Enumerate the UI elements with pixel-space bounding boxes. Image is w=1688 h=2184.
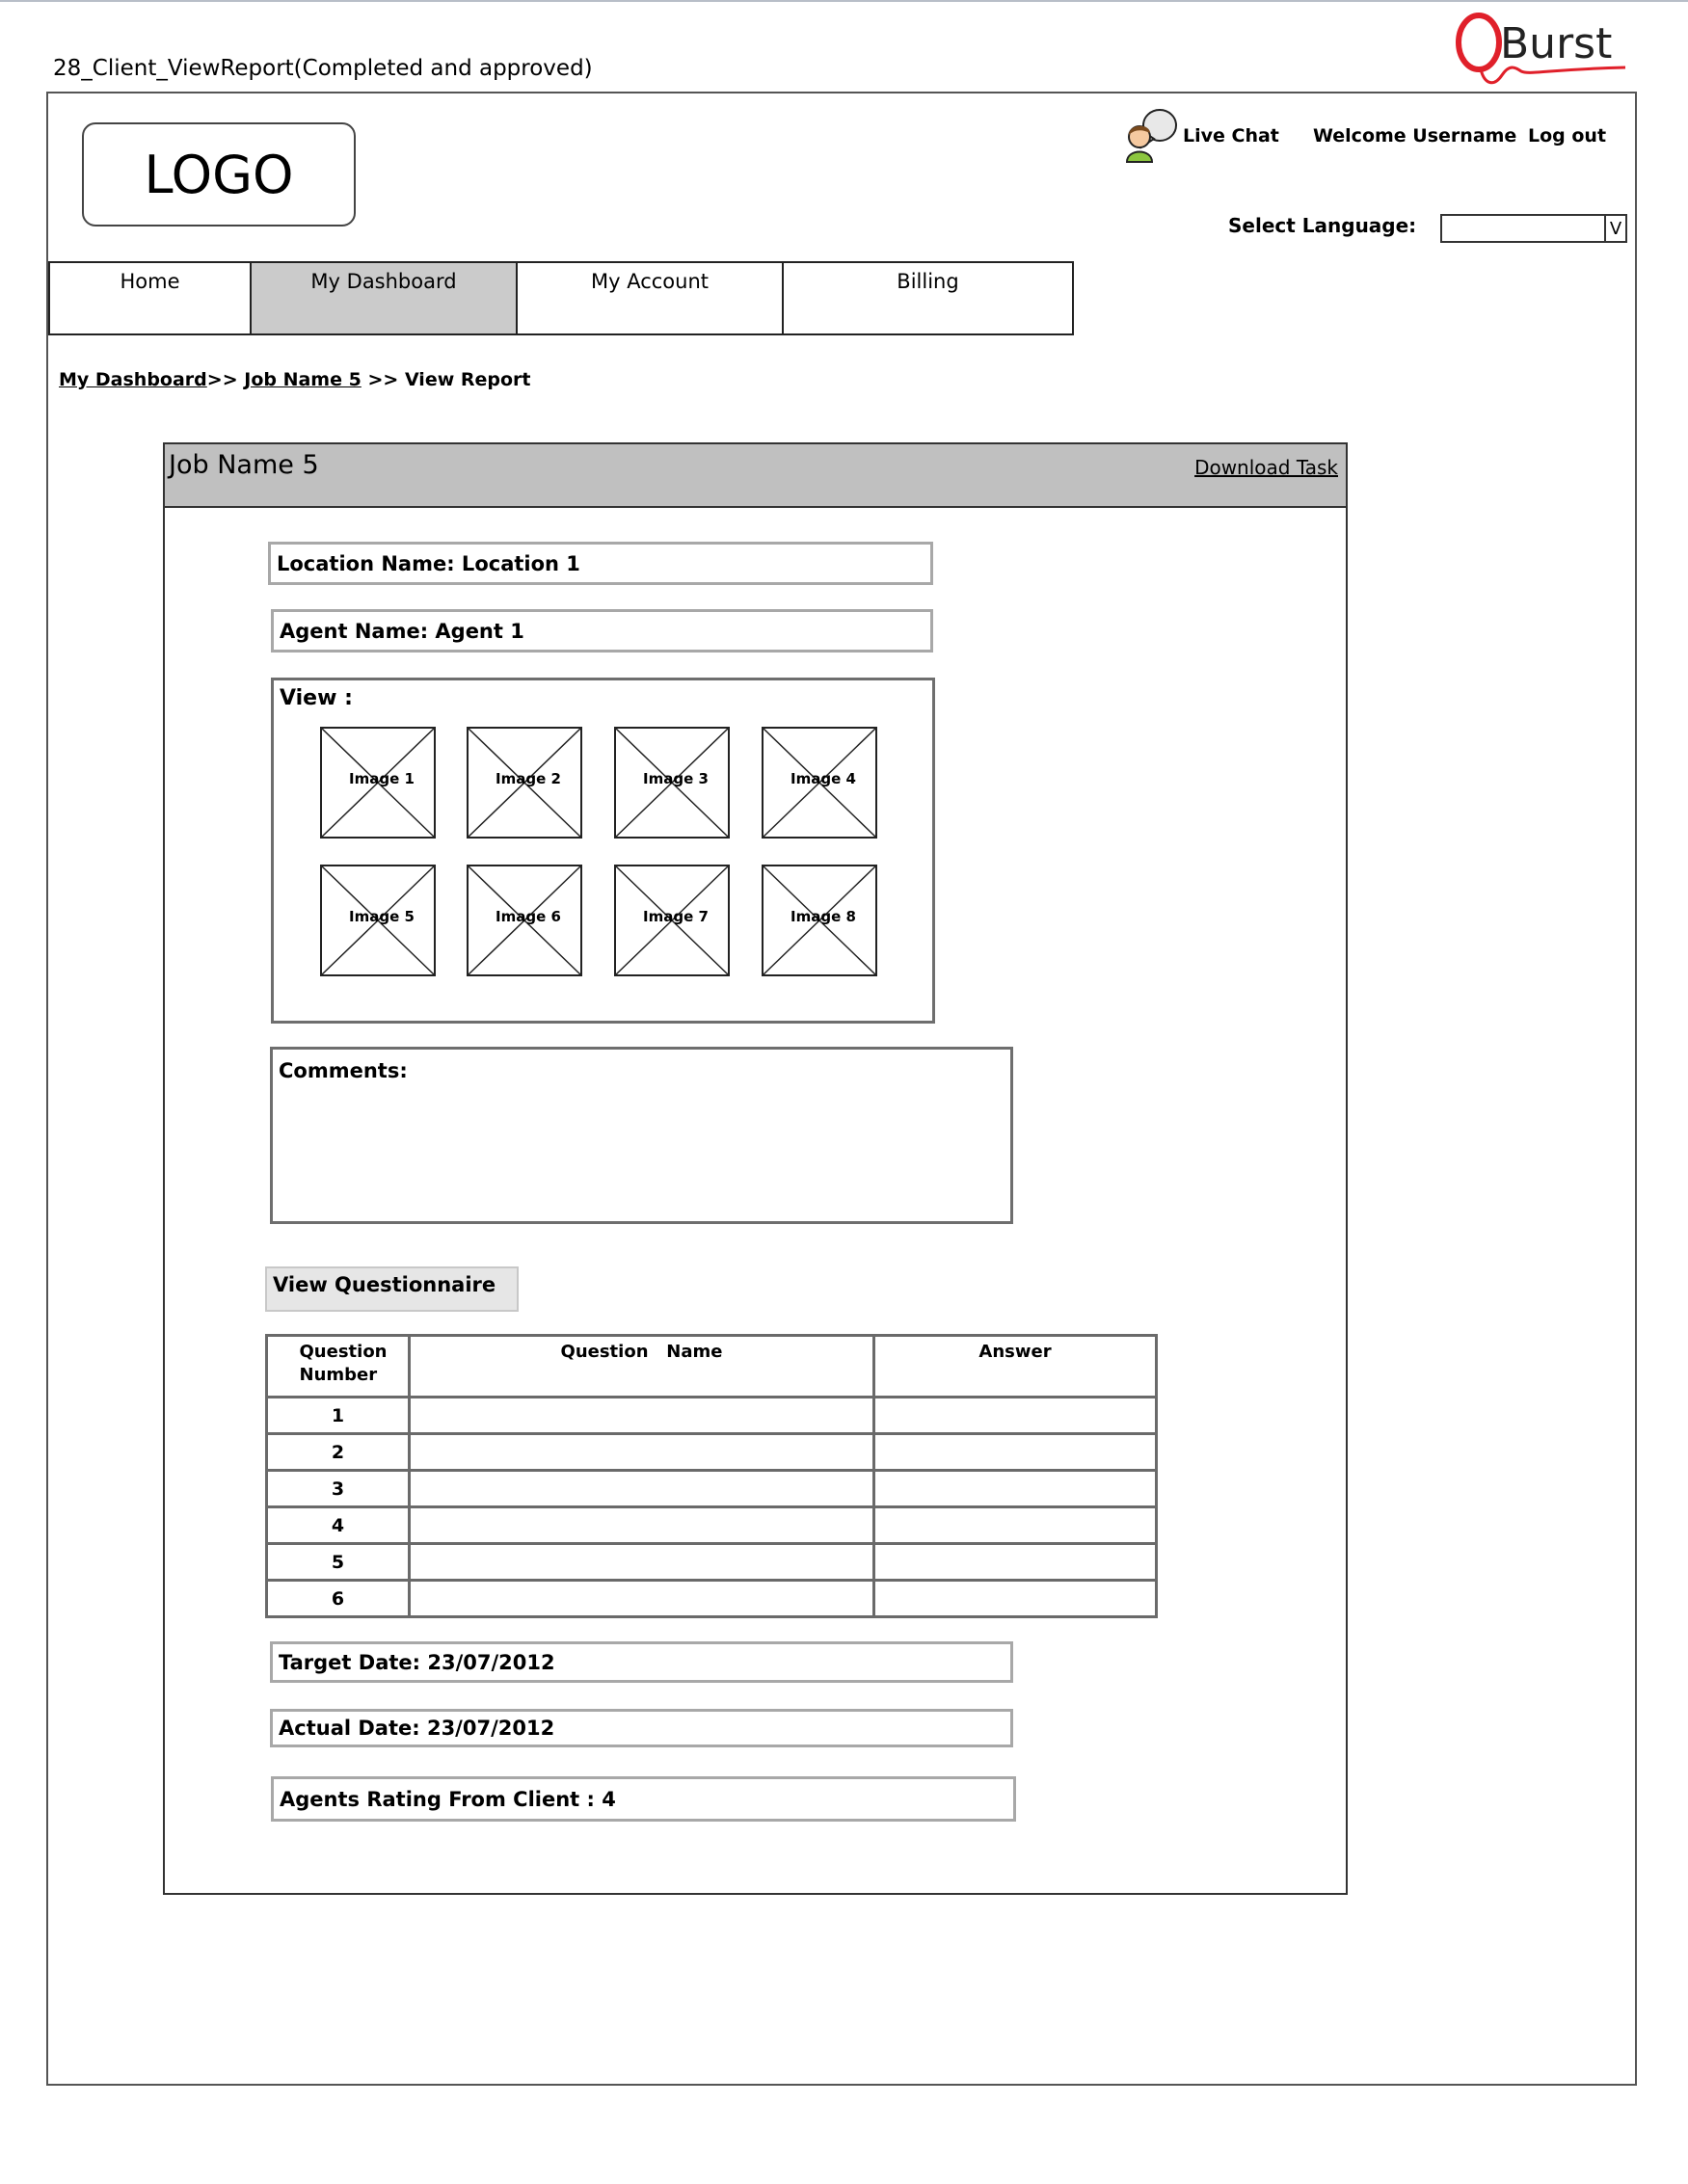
nav-tab-billing[interactable]: Billing bbox=[897, 270, 959, 293]
answer-cell bbox=[874, 1581, 1157, 1617]
svg-text:Burst: Burst bbox=[1500, 19, 1613, 68]
actual-date-field: Actual Date: 23/07/2012 bbox=[270, 1709, 1013, 1747]
questionnaire-table bbox=[265, 1334, 1158, 1618]
image-label: Image 7 bbox=[643, 908, 709, 925]
image-placeholder[interactable] bbox=[467, 727, 582, 839]
question-name-cell bbox=[410, 1434, 874, 1471]
question-number-cell: 1 bbox=[267, 1398, 410, 1434]
agent-rating-field: Agents Rating From Client : 4 bbox=[271, 1776, 1016, 1822]
target-date-field: Target Date: 23/07/2012 bbox=[270, 1641, 1013, 1683]
qburst-logo bbox=[1452, 10, 1629, 89]
nav-tab-home[interactable]: Home bbox=[50, 263, 252, 333]
image-placeholder[interactable] bbox=[762, 865, 877, 976]
image-label: Image 6 bbox=[496, 908, 561, 925]
question-name-cell bbox=[410, 1398, 874, 1434]
question-number-cell: 5 bbox=[267, 1544, 410, 1581]
table-header-row bbox=[267, 1336, 1157, 1398]
image-placeholder[interactable] bbox=[614, 727, 730, 839]
logo-placeholder: LOGO bbox=[82, 122, 356, 226]
question-number-cell: 4 bbox=[267, 1507, 410, 1544]
question-name-cell bbox=[410, 1507, 874, 1544]
language-label: Select Language: bbox=[1228, 214, 1417, 237]
question-number-cell: 6 bbox=[267, 1581, 410, 1617]
table-row bbox=[267, 1507, 1157, 1544]
view-label: View : bbox=[280, 686, 353, 710]
answer-cell bbox=[874, 1398, 1157, 1434]
image-label: Image 1 bbox=[349, 770, 415, 787]
image-label: Image 3 bbox=[643, 770, 709, 787]
nav-tab-my-account[interactable]: My Account bbox=[518, 263, 784, 333]
header-answer: Answer bbox=[874, 1336, 1157, 1398]
breadcrumb bbox=[59, 369, 531, 390]
top-border bbox=[0, 0, 1688, 2]
question-number-cell: 2 bbox=[267, 1434, 410, 1471]
answer-cell bbox=[874, 1507, 1157, 1544]
image-placeholder[interactable] bbox=[467, 865, 582, 976]
table-row bbox=[267, 1544, 1157, 1581]
dropdown-arrow-icon[interactable]: V bbox=[1604, 216, 1625, 241]
table-row bbox=[267, 1434, 1157, 1471]
breadcrumb-separator: >> bbox=[367, 369, 399, 390]
download-task-link[interactable]: Download Task bbox=[1194, 456, 1338, 479]
image-placeholder[interactable] bbox=[320, 727, 436, 839]
header-question-name: Question Name bbox=[410, 1336, 874, 1398]
header-question-number: Question Number bbox=[267, 1336, 410, 1398]
question-number-cell: 3 bbox=[267, 1471, 410, 1507]
answer-cell bbox=[874, 1471, 1157, 1507]
comments-box[interactable] bbox=[270, 1047, 1013, 1224]
question-name-cell bbox=[410, 1471, 874, 1507]
language-select[interactable] bbox=[1440, 214, 1627, 243]
live-chat-link[interactable]: Live Chat bbox=[1183, 125, 1279, 146]
image-placeholder[interactable] bbox=[320, 865, 436, 976]
panel-header bbox=[165, 444, 1346, 508]
welcome-text: Welcome Username bbox=[1313, 125, 1517, 146]
document-title: 28_Client_ViewReport(Completed and approved) bbox=[53, 56, 593, 81]
question-name-cell bbox=[410, 1544, 874, 1581]
image-placeholder[interactable] bbox=[762, 727, 877, 839]
live-chat-icon[interactable] bbox=[1123, 108, 1181, 164]
agent-field: Agent Name: Agent 1 bbox=[271, 609, 933, 653]
breadcrumb-separator: >> bbox=[206, 369, 238, 390]
image-label: Image 5 bbox=[349, 908, 415, 925]
answer-cell bbox=[874, 1544, 1157, 1581]
comments-label: Comments: bbox=[279, 1059, 408, 1082]
answer-cell bbox=[874, 1434, 1157, 1471]
table-row bbox=[267, 1581, 1157, 1617]
image-placeholder[interactable] bbox=[614, 865, 730, 976]
logout-link[interactable]: Log out bbox=[1528, 125, 1607, 146]
question-name-cell bbox=[410, 1581, 874, 1617]
image-label: Image 4 bbox=[790, 770, 856, 787]
view-questionnaire-button[interactable]: View Questionnaire bbox=[265, 1266, 519, 1312]
image-label: Image 2 bbox=[496, 770, 561, 787]
image-label: Image 8 bbox=[790, 908, 856, 925]
main-nav bbox=[48, 261, 1074, 335]
breadcrumb-my-dashboard[interactable]: My Dashboard bbox=[59, 369, 207, 390]
location-field: Location Name: Location 1 bbox=[268, 542, 933, 585]
job-title: Job Name 5 bbox=[169, 450, 319, 480]
nav-tab-my-dashboard[interactable]: My Dashboard bbox=[252, 263, 518, 333]
breadcrumb-job-name[interactable]: Job Name 5 bbox=[244, 369, 362, 390]
breadcrumb-current: View Report bbox=[404, 369, 531, 390]
table-row bbox=[267, 1471, 1157, 1507]
table-row bbox=[267, 1398, 1157, 1434]
